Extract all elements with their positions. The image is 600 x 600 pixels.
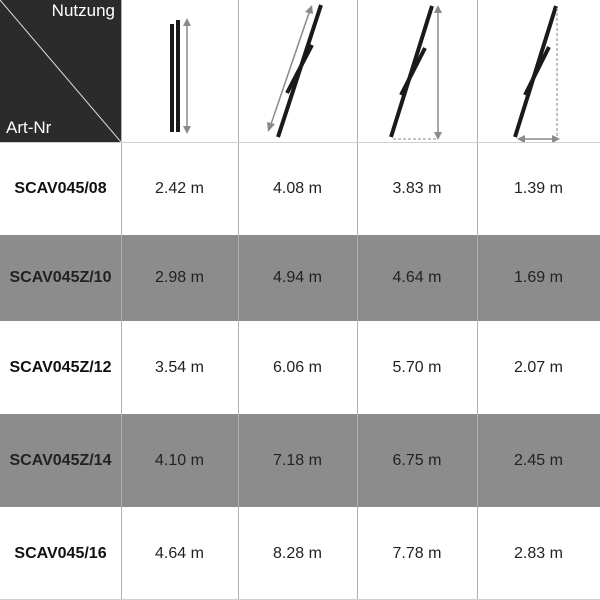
article-number-header-label: Art-Nr bbox=[6, 118, 52, 137]
article-number: SCAV045Z/12 bbox=[9, 358, 112, 376]
header-cell-working-height bbox=[357, 0, 477, 142]
working-height-value: 4.64 m bbox=[392, 269, 442, 286]
table-row bbox=[0, 507, 600, 600]
table-row bbox=[0, 321, 600, 414]
article-number: SCAV045Z/14 bbox=[9, 451, 112, 469]
row-divider bbox=[0, 142, 600, 143]
extended-length-value: 6.06 m bbox=[273, 358, 322, 376]
header-corner-cell bbox=[0, 0, 121, 142]
column-divider bbox=[238, 0, 239, 600]
folded-length-value: 2.98 m bbox=[155, 269, 204, 286]
header-cell-base-distance bbox=[477, 0, 600, 142]
working-height-value: 5.70 m bbox=[392, 358, 442, 376]
article-number: SCAV045/16 bbox=[14, 544, 107, 562]
folded-length-value: 4.10 m bbox=[155, 451, 204, 469]
base-distance-value: 2.83 m bbox=[514, 544, 563, 562]
base-distance-value: 2.07 m bbox=[514, 358, 563, 376]
base-distance-value: 1.69 m bbox=[514, 269, 563, 286]
folded-length-value: 3.54 m bbox=[155, 358, 204, 376]
article-number: SCAV045/08 bbox=[14, 179, 107, 197]
extended-length-value: 7.18 m bbox=[273, 451, 322, 469]
table-row bbox=[0, 414, 600, 507]
table-row bbox=[0, 142, 600, 235]
ladder-folded-length-icon bbox=[121, 0, 238, 142]
ladder-working-height-icon bbox=[357, 0, 477, 142]
working-height-value: 6.75 m bbox=[392, 451, 442, 469]
table-row bbox=[0, 235, 600, 321]
column-divider bbox=[357, 0, 358, 600]
extended-length-value: 8.28 m bbox=[273, 544, 322, 562]
usage-header-label: Nutzung bbox=[51, 1, 115, 20]
extended-length-value: 4.08 m bbox=[273, 179, 322, 197]
header-cell-folded-length bbox=[121, 0, 238, 142]
column-divider bbox=[121, 0, 122, 600]
article-number: SCAV045Z/10 bbox=[9, 269, 112, 286]
base-distance-value: 2.45 m bbox=[514, 451, 563, 469]
working-height-value: 3.83 m bbox=[392, 179, 442, 197]
header-cell-extended-length bbox=[238, 0, 357, 142]
base-distance-value: 1.39 m bbox=[514, 179, 563, 197]
ladder-base-distance-icon bbox=[477, 0, 600, 142]
extended-length-value: 4.94 m bbox=[273, 269, 322, 286]
folded-length-value: 4.64 m bbox=[155, 544, 204, 562]
folded-length-value: 2.42 m bbox=[155, 179, 204, 197]
ladder-extended-length-icon bbox=[238, 0, 357, 142]
working-height-value: 7.78 m bbox=[392, 544, 442, 562]
column-divider bbox=[477, 0, 478, 600]
